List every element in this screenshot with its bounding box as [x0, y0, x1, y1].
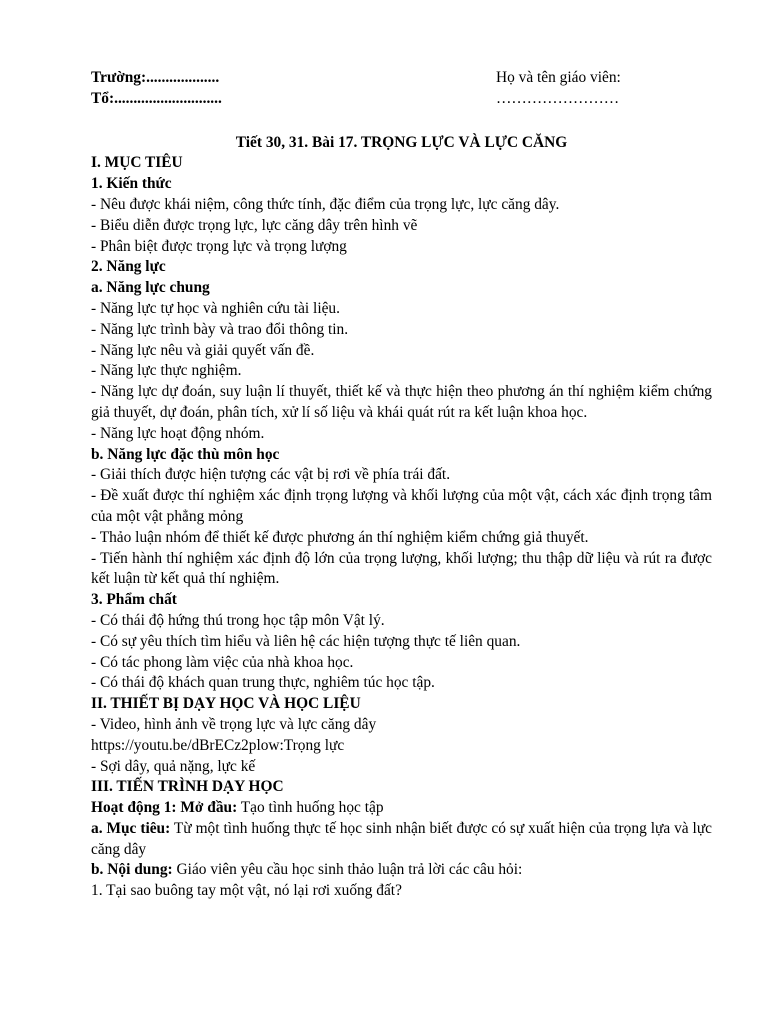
equipment-item: - Video, hình ảnh về trọng lực và lực căng dây	[91, 715, 377, 733]
knowledge-item: - Nêu được khái niệm, công thức tính, đặc điểm của trọng lực, lực căng dây.	[91, 195, 560, 213]
specific-competence-heading: b. Năng lực đặc thù môn học	[91, 445, 280, 463]
knowledge-item: - Phân biệt được trọng lực và trọng lượng	[91, 237, 347, 255]
school-label: Trường:	[91, 69, 147, 86]
specific-competence-item: - Giải thích được hiện tượng các vật bị rơi về phía trái đất.	[91, 466, 451, 484]
knowledge-heading: 1. Kiến thức	[91, 175, 172, 193]
document-page	[91, 68, 712, 902]
specific-competence-item: - Đề xuất được thí nghiệm xác định trọng lượng và khối lượng của một vật, cách xác định trọng tâm của một vật phẳng mỏng	[91, 487, 712, 525]
goal-text: Từ một tình huống thực tế học sinh nhận biết được có sự xuất hiện của trọng lựa và lực căng dây	[91, 819, 712, 858]
specific-competence-item: - Thảo luận nhóm để thiết kế được phương án thí nghiệm kiểm chứng giả thuyết.	[91, 528, 589, 546]
specific-competence-item: - Tiến hành thí nghiệm xác định độ lớn của trọng lượng, khối lượng; thu thập dữ liệu và rút ra được kết luận từ kết quả thí nghiệm.	[91, 549, 712, 588]
general-competence-heading: a. Năng lực chung	[91, 279, 210, 297]
general-competence-item: - Năng lực dự đoán, suy luận lí thuyết, thiết kế và thực hiện theo phương án thí nghiệm kiểm chứng giả thuyết, dự đoán, phân tích, xử lí số liệu và khái quát rút ra kết luận khoa học.	[91, 383, 712, 421]
document-header	[91, 68, 712, 110]
general-competence-item: - Năng lực tự học và nghiên cứu tài liệu.	[91, 299, 340, 317]
group-dots: ............................	[114, 89, 222, 107]
general-competence-item: - Năng lực nêu và giải quyết vấn đề.	[91, 341, 315, 359]
qualities-item: - Có thái độ hứng thú trong học tập môn Vật lý.	[91, 611, 385, 629]
qualities-item: - Có sự yêu thích tìm hiểu và liên hệ các hiện tượng thực tế liên quan.	[91, 632, 521, 650]
group-label: Tổ:	[91, 89, 115, 107]
activity1-label: Hoạt động 1: Mở đầu:	[91, 799, 238, 817]
content-text: Giáo viên yêu cầu học sinh thảo luận trả lời các câu hỏi:	[172, 861, 523, 879]
section-equipment-heading: II. THIẾT BỊ DẠY HỌC VÀ HỌC LIỆU	[91, 695, 361, 713]
content-label: b. Nội dung:	[91, 861, 173, 879]
general-competence-item: - Năng lực trình bày và trao đổi thông tin.	[91, 320, 349, 338]
teacher-label: Họ và tên giáo viên:	[496, 69, 621, 86]
teacher-dots: ……………………	[496, 89, 620, 107]
goal-label: a. Mục tiêu:	[91, 819, 171, 837]
video-link[interactable]: https://youtu.be/dBrECz2plow:Trọng lực	[91, 736, 345, 754]
header-left	[91, 68, 391, 110]
group-line	[91, 89, 391, 110]
goal-line	[91, 819, 712, 861]
header-right	[496, 68, 712, 110]
equipment-item: - Sợi dây, quả nặng, lực kế	[91, 757, 256, 775]
qualities-item: - Có thái độ khách quan trung thực, nghiêm túc học tập.	[91, 674, 435, 692]
school-line	[91, 68, 391, 89]
activity1-text: Tạo tình huống học tập	[237, 799, 384, 817]
general-competence-item: - Năng lực thực nghiệm.	[91, 362, 242, 380]
knowledge-item: - Biểu diễn được trọng lực, lực căng dây trên hình vẽ	[91, 216, 418, 234]
lesson-title: Tiết 30, 31. Bài 17. TRỌNG LỰC VÀ LỰC CĂNG	[235, 133, 568, 151]
activity1-line	[91, 798, 712, 819]
qualities-item: - Có tác phong làm việc của nhà khoa học.	[91, 653, 354, 671]
general-competence-item: - Năng lực hoạt động nhóm.	[91, 424, 265, 442]
section-process-heading: III. TIẾN TRÌNH DẠY HỌC	[91, 778, 284, 796]
content-line	[91, 860, 712, 881]
qualities-heading: 3. Phẩm chất	[91, 591, 177, 609]
question-1: 1. Tại sao buông tay một vật, nó lại rơi xuống đất?	[91, 882, 402, 900]
competence-heading: 2. Năng lực	[91, 258, 166, 276]
section-objectives-heading: I. MỤC TIÊU	[91, 154, 183, 172]
school-dots: ...................	[146, 69, 220, 86]
